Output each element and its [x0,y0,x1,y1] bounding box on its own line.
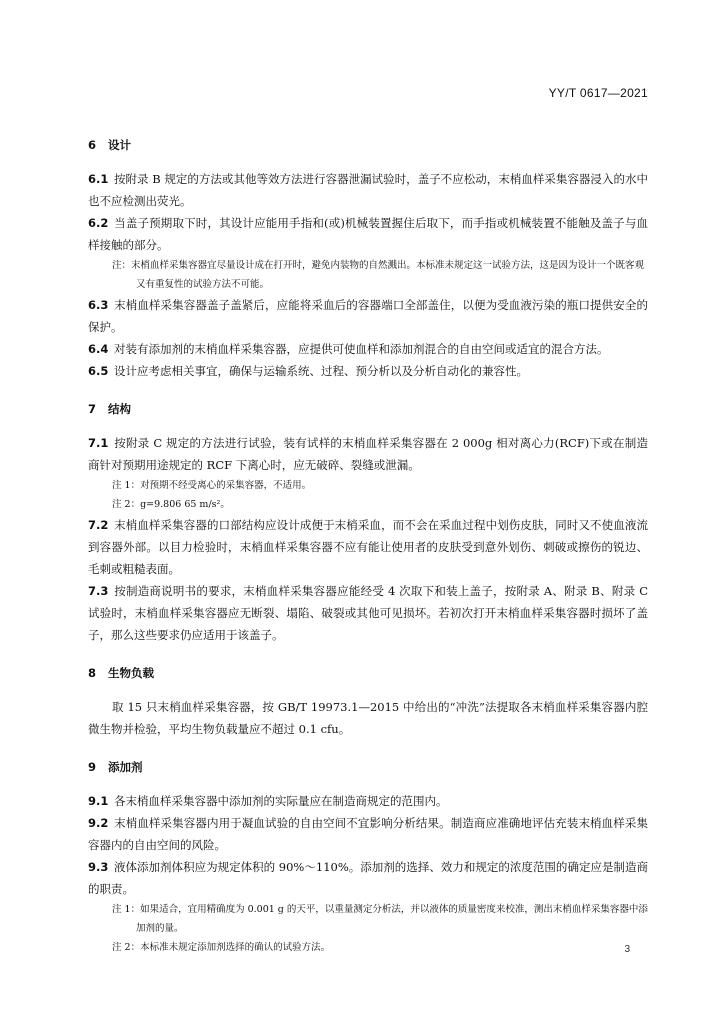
clause-number: 6.2 [88,216,109,230]
clause-text: 末梢血样采集容器的口部结构应设计成便于末梢采血，而不会在采血过程中划伤皮肤，同时又不使血液流到容器外部。以目力检验时，末梢血样采集容器不应有能让使用者的皮肤受到意外划伤、刺破或擦伤的锐边、毛刺或粗糙表面。 [88,518,648,576]
clause-number: 9.3 [88,860,109,874]
clause-number: 7.1 [88,436,109,450]
clause [88,212,648,256]
clause-text: 各末梢血样采集容器中添加剂的实际量应在制造商规定的范围内。 [114,794,448,808]
clause-text: 对装有添加剂的末梢血样采集容器，应提供可使血样和添加剂混合的自由空间或适宜的混合方法。 [114,342,609,356]
section-heading [88,758,648,776]
page-number: 3 [624,944,630,955]
section-heading [88,136,648,154]
clause-text: 设计应考虑相关事宜，确保与运输系统、过程、预分析以及分析自动化的兼容性。 [114,364,528,378]
clause [88,338,648,360]
clause [88,514,648,580]
clause [88,856,648,900]
section-number: 8 [88,666,97,680]
clause-text: 液体添加剂体积应为规定体积的 90%～110%。添加剂的选择、效力和规定的浓度范围的确定应是制造商的职责。 [88,860,648,896]
note: 注 1：对预期不经受离心的采集容器，不适用。 [112,480,312,491]
document-code: YY/T 0617—2021 [548,86,648,100]
clause [88,168,648,212]
paragraph: 取 15 只末梢血样采集容器，按 GB/T 19973.1—2015 中给出的“冲洗”法提取各末梢血样采集容器内腔微生物并检验，平均生物负载量应不超过 0.1 cfu。 [88,700,648,736]
section-number: 9 [88,760,97,774]
clause-number: 6.4 [88,342,109,356]
section-number: 6 [88,138,97,152]
clause-number: 9.2 [88,816,109,830]
clause-number: 6.3 [88,298,109,312]
clause [88,790,648,812]
clause-number: 7.2 [88,518,109,532]
clause-text: 当盖子预期取下时，其设计应能用手指和(或)机械装置握住后取下，而手指或机械装置不能触及盖子与血样接触的部分。 [88,216,648,252]
clause-number: 7.3 [88,584,109,598]
clause-text: 按制造商说明书的要求，末梢血样采集容器应能经受 4 次取下和装上盖子，按附录 A、附录 B、附录 C 试验时，末梢血样采集容器应无断裂、塌陷、破裂或其他可见损坏。若初次打开末梢血样采集容器时损坏了盖子，那么这些要求仍应适用于该盖子。 [88,584,648,642]
clause-number: 6.1 [88,172,109,186]
clause [88,580,648,646]
section-title: 设计 [108,138,131,152]
clause-text: 末梢血样采集容器盖子盖紧后，应能将采血后的容器端口全部盖住，以便为受血液污染的瓶口提供安全的保护。 [88,298,648,334]
clause [88,812,648,856]
section-title: 生物负载 [108,666,154,680]
section-heading [88,664,648,682]
clause [88,360,648,382]
section-title: 添加剂 [108,760,143,774]
note: 注：末梢血样采集容器宜尽量设计成在打开时，避免内装物的自然溅出。本标准未规定这一试验方法，这是因为设计一个既客观又有重复性的试验方法不可能。 [112,260,645,290]
note: 注 2：本标准未规定添加剂选择的确认的试验方法。 [112,942,331,953]
document-body [88,136,648,957]
clause-number: 6.5 [88,364,109,378]
clause-number: 9.1 [88,794,109,808]
clause-text: 按附录 B 规定的方法或其他等效方法进行容器泄漏试验时，盖子不应松动，末梢血样采集容器浸入的水中也不应检测出荧光。 [88,172,648,208]
note: 注 1：如果适合，宜用精确度为 0.001 g 的天平，以重量测定分析法，并以液体的质量密度来校准，测出末梢血样采集容器中添加剂的量。 [112,904,648,934]
clause-text: 末梢血样采集容器内用于凝血试验的自由空间不宜影响分析结果。制造商应准确地评估充装末梢血样采集容器内的自由空间的风险。 [88,816,648,852]
section-number: 7 [88,402,97,416]
clause [88,294,648,338]
section-title: 结构 [108,402,131,416]
section-heading [88,400,648,418]
note: 注 2：g=9.806 65 m/s²。 [112,499,230,510]
clause [88,432,648,476]
clause-text: 按附录 C 规定的方法进行试验，装有试样的末梢血样采集容器在 2 000g 相对离心力(RCF)下或在制造商针对预期用途规定的 RCF 下离心时，应无破碎、裂缝或泄漏。 [88,436,648,472]
